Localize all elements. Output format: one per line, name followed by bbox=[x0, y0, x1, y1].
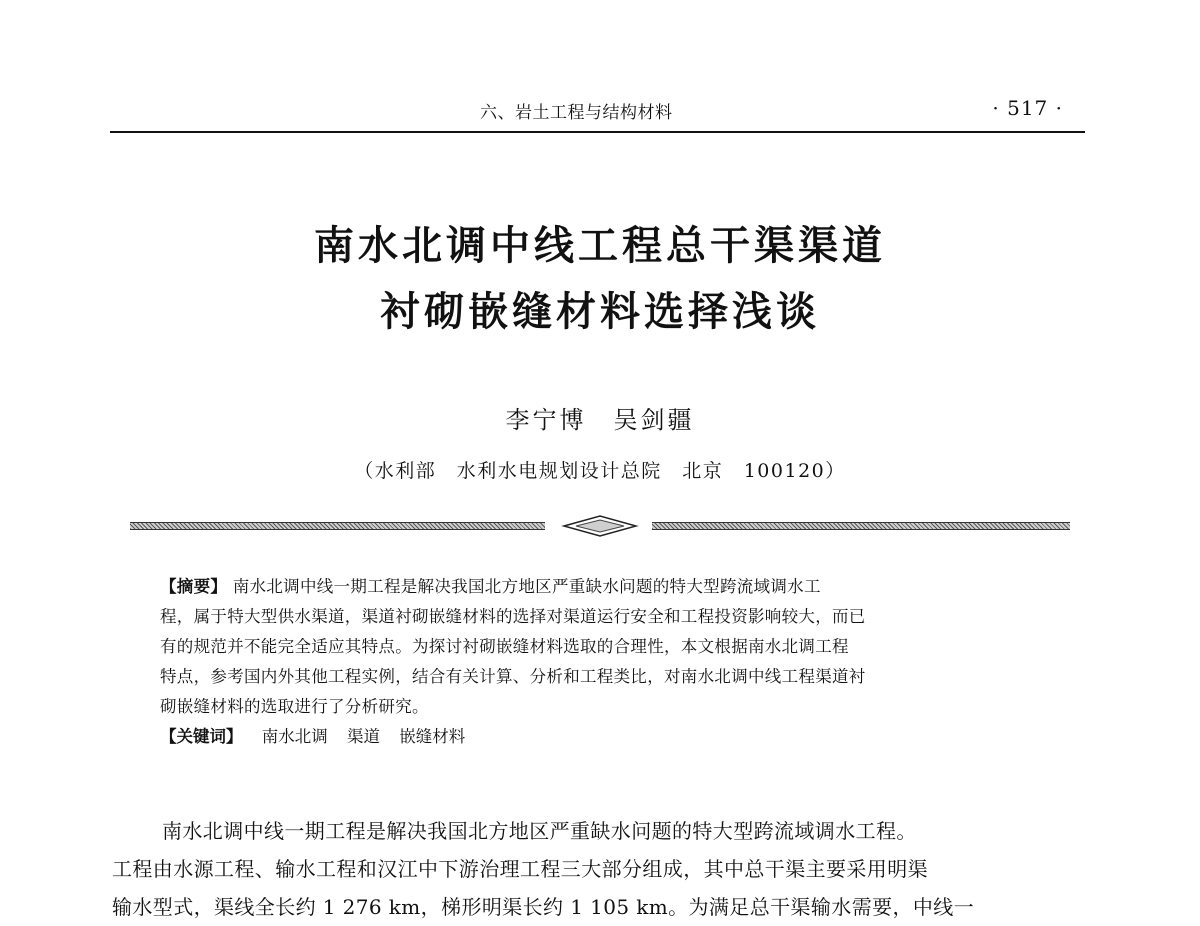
body-line: 工程由水源工程、输水工程和汉江中下游治理工程三大部分组成，其中总干渠主要采用明渠 bbox=[112, 857, 928, 881]
affiliation: （水利部 水利水电规划设计总院 北京 100120） bbox=[354, 460, 846, 482]
ornament-rule-left bbox=[130, 522, 545, 530]
body-line: 南水北调中线一期工程是解决我国北方地区严重缺水问题的特大型跨流域调水工程。 bbox=[162, 819, 917, 843]
abstract-line: 有的规范并不能完全适应其特点。为探讨衬砌嵌缝材料选取的合理性，本文根据南水北调工程 bbox=[160, 637, 849, 656]
running-head bbox=[110, 98, 1085, 132]
header-rule bbox=[110, 131, 1085, 133]
abstract-line: 程，属于特大型供水渠道，渠道衬砌嵌缝材料的选择对渠道运行安全和工程投资影响较大，而已 bbox=[160, 607, 866, 626]
authors: 李宁博 吴剑疆 bbox=[505, 406, 695, 434]
abstract-line: 特点，参考国内外其他工程实例，结合有关计算、分析和工程类比，对南水北调中线工程渠道衬 bbox=[160, 667, 866, 686]
section-title: 六、岩土工程与结构材料 bbox=[480, 103, 673, 123]
abstract-line: 【摘要】 南水北调中线一期工程是解决我国北方地区严重缺水问题的特大型跨流域调水工 bbox=[160, 577, 821, 596]
abstract-tag: 【摘要】 bbox=[160, 577, 228, 596]
keyword-item: 嵌缝材料 bbox=[399, 727, 466, 746]
body-paragraph bbox=[112, 812, 1092, 926]
body-line: 输水型式，渠线全长约 1 276 km，梯形明渠长约 1 105 km。为满足总干渠输水需要，中线一 bbox=[112, 895, 975, 919]
keyword-item: 南水北调 bbox=[261, 727, 328, 746]
abstract-line: 砌嵌缝材料的选取进行了分析研究。 bbox=[160, 697, 429, 716]
abstract bbox=[160, 572, 1040, 722]
paper-title-line-1: 南水北调中线工程总干渠渠道 bbox=[314, 223, 886, 269]
ornament-diamond-icon bbox=[560, 514, 640, 538]
keywords bbox=[160, 722, 1040, 752]
paper-title-line-2: 衬砌嵌缝材料选择浅谈 bbox=[380, 289, 820, 335]
keywords-tag: 【关键词】 bbox=[160, 727, 243, 746]
keyword-item: 渠道 bbox=[347, 727, 380, 746]
page-number: · 517 · bbox=[992, 96, 1063, 120]
ornament-rule-right bbox=[652, 522, 1070, 530]
